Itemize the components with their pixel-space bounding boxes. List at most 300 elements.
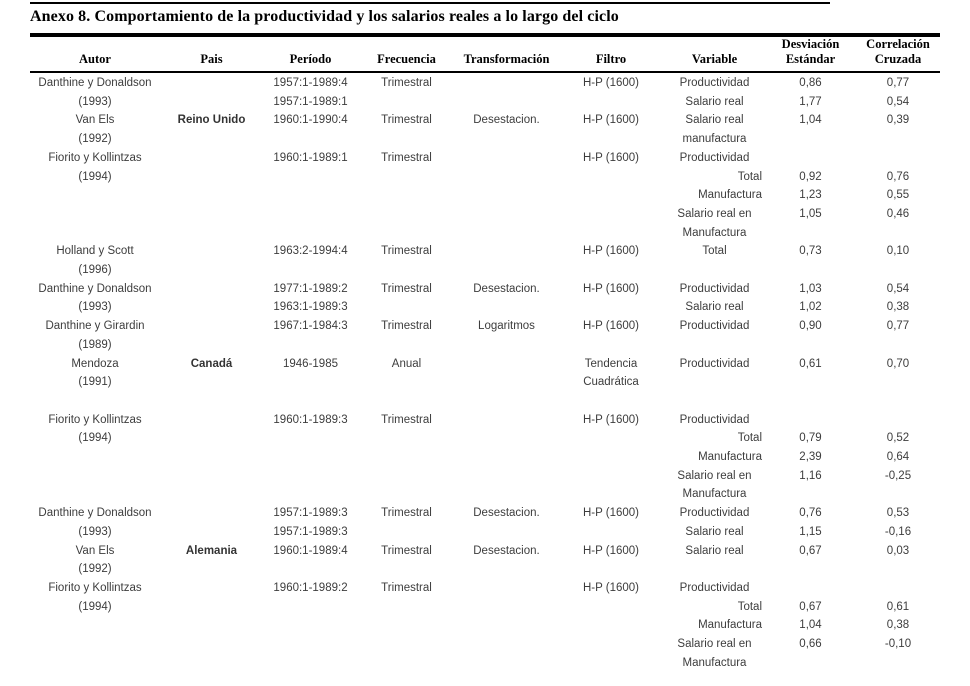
table-row	[30, 168, 940, 187]
cell-frecuencia	[358, 224, 455, 243]
cell-correlacion-cruzada: 0,77	[886, 320, 910, 333]
cell-filtro	[558, 467, 664, 486]
cell-frecuencia	[358, 336, 455, 355]
cell-autor: Danthine y Donaldson	[38, 507, 152, 520]
cell-correlacion-cruzada: 0,39	[886, 114, 910, 127]
cell-periodo	[263, 448, 358, 467]
cell-transformacion	[455, 411, 558, 430]
cell-autor: Van Els	[75, 544, 115, 557]
cell-frecuencia	[358, 205, 455, 224]
cell-periodo	[263, 635, 358, 654]
cell-variable: Manufactura	[698, 189, 762, 202]
cell-pais	[160, 467, 263, 486]
cell-frecuencia	[358, 168, 455, 187]
cell-autor: (1991)	[78, 376, 112, 389]
cell-autor: (1993)	[78, 525, 112, 538]
cell-variable	[664, 336, 765, 355]
cell-correlacion-cruzada	[856, 261, 940, 280]
cell-transformacion	[455, 168, 558, 187]
cell-pais	[160, 635, 263, 654]
cell-frecuencia: Trimestral	[381, 544, 432, 557]
cell-desviacion-estandar: 1,05	[799, 207, 822, 220]
cell-periodo	[263, 130, 358, 149]
cell-frecuencia: Anual	[391, 357, 422, 370]
cell-variable: Productividad	[679, 151, 750, 164]
cell-desviacion-estandar	[765, 560, 856, 579]
cell-autor: Danthine y Girardin	[45, 320, 145, 333]
cell-pais	[160, 261, 263, 280]
cell-pais	[160, 579, 263, 598]
cell-periodo: 1946-1985	[283, 357, 338, 370]
cell-periodo: 1977:1-1989:2	[273, 282, 348, 295]
cell-periodo	[263, 392, 358, 411]
cell-correlacion-cruzada: 0,61	[886, 600, 910, 613]
cell-filtro: H-P (1600)	[582, 282, 640, 295]
cell-filtro	[558, 485, 664, 504]
cell-pais: Canadá	[190, 357, 233, 370]
cell-correlacion-cruzada	[856, 392, 940, 411]
cell-filtro: H-P (1600)	[582, 581, 640, 594]
table-row	[30, 579, 940, 598]
cell-autor: Van Els	[75, 114, 115, 127]
cell-filtro	[558, 560, 664, 579]
cell-periodo: 1963:2-1994:4	[273, 245, 348, 258]
cell-pais	[160, 205, 263, 224]
cell-frecuencia: Trimestral	[381, 413, 432, 426]
cell-periodo	[263, 224, 358, 243]
header-desviacion-estandar	[765, 37, 856, 72]
cell-transformacion: Desestacion.	[473, 507, 540, 520]
cell-variable: Salario real	[685, 544, 744, 557]
table-row	[30, 336, 940, 355]
cell-autor	[30, 485, 160, 504]
cell-desviacion-estandar	[765, 579, 856, 598]
cell-autor: (1994)	[78, 170, 112, 183]
cell-correlacion-cruzada: 0,46	[886, 207, 910, 220]
cell-correlacion-cruzada: 0,76	[886, 170, 910, 183]
cell-pais	[160, 392, 263, 411]
cell-autor	[30, 654, 160, 673]
cell-correlacion-cruzada	[856, 149, 940, 168]
cell-frecuencia	[358, 373, 455, 392]
cell-pais	[160, 242, 263, 261]
cell-correlacion-cruzada	[856, 579, 940, 598]
cell-pais	[160, 598, 263, 617]
cell-pais	[160, 485, 263, 504]
cell-transformacion: Desestacion.	[473, 282, 540, 295]
cell-correlacion-cruzada: 0,38	[886, 301, 910, 314]
table-row	[30, 224, 940, 243]
table-row	[30, 130, 940, 149]
cell-variable: Salario real	[685, 301, 744, 314]
table-row	[30, 298, 940, 317]
cell-desviacion-estandar: 1,04	[799, 619, 822, 632]
cell-desviacion-estandar: 0,66	[799, 638, 822, 651]
table-row	[30, 355, 940, 374]
cell-pais: Reino Unido	[177, 114, 246, 127]
cell-filtro	[558, 429, 664, 448]
cell-variable: Salario real en	[677, 207, 752, 220]
cell-autor: (1994)	[78, 432, 112, 445]
cell-frecuencia	[358, 654, 455, 673]
cell-periodo	[263, 616, 358, 635]
cell-frecuencia: Trimestral	[381, 507, 432, 520]
table-row	[30, 635, 940, 654]
cell-correlacion-cruzada	[856, 224, 940, 243]
cell-transformacion	[455, 654, 558, 673]
cell-autor: (1992)	[78, 133, 112, 146]
cell-variable: Productividad	[679, 282, 750, 295]
cell-transformacion	[455, 186, 558, 205]
cell-filtro	[558, 130, 664, 149]
cell-pais	[160, 560, 263, 579]
table-row	[30, 317, 940, 336]
cell-correlacion-cruzada: 0,54	[886, 95, 910, 108]
cell-variable: Salario real en	[677, 638, 752, 651]
cell-desviacion-estandar: 1,23	[799, 189, 822, 202]
cell-pais	[160, 373, 263, 392]
cell-desviacion-estandar	[765, 654, 856, 673]
cell-filtro: H-P (1600)	[582, 544, 640, 557]
cell-autor	[30, 186, 160, 205]
cell-frecuencia: Trimestral	[381, 320, 432, 333]
table-row	[30, 280, 940, 299]
cell-autor: Danthine y Donaldson	[38, 282, 152, 295]
cell-periodo	[263, 654, 358, 673]
cell-periodo: 1957:1-1989:4	[273, 77, 348, 89]
cell-filtro	[558, 598, 664, 617]
cell-autor: (1993)	[78, 301, 112, 314]
cell-correlacion-cruzada: 0,64	[886, 451, 910, 464]
cell-filtro	[558, 616, 664, 635]
cell-frecuencia	[358, 467, 455, 486]
cell-variable: Manufactura	[682, 226, 747, 239]
cell-pais	[160, 616, 263, 635]
cell-transformacion	[455, 149, 558, 168]
cell-filtro	[558, 523, 664, 542]
cell-desviacion-estandar	[765, 373, 856, 392]
cell-desviacion-estandar	[765, 149, 856, 168]
cell-transformacion	[455, 616, 558, 635]
table-row	[30, 392, 940, 411]
cell-desviacion-estandar: 1,16	[799, 469, 822, 482]
cell-transformacion	[455, 93, 558, 112]
cell-desviacion-estandar	[765, 411, 856, 430]
cell-desviacion-estandar: 0,73	[799, 245, 822, 258]
cell-correlacion-cruzada	[856, 411, 940, 430]
cell-variable: Productividad	[679, 357, 750, 370]
cell-pais	[160, 130, 263, 149]
header-autor: Autor	[30, 37, 160, 72]
cell-periodo	[263, 168, 358, 187]
cell-variable	[664, 392, 765, 411]
cell-periodo	[263, 186, 358, 205]
cell-transformacion	[455, 336, 558, 355]
cell-transformacion	[455, 598, 558, 617]
cell-frecuencia	[358, 598, 455, 617]
cell-desviacion-estandar	[765, 130, 856, 149]
cell-correlacion-cruzada: 0,52	[886, 432, 910, 445]
header-periodo: Período	[263, 37, 358, 72]
cell-filtro: Cuadrática	[583, 376, 639, 389]
cell-filtro: H-P (1600)	[582, 245, 640, 258]
cell-variable	[664, 373, 765, 392]
cell-desviacion-estandar	[765, 336, 856, 355]
cell-variable: Manufactura	[698, 451, 762, 464]
cell-frecuencia	[358, 560, 455, 579]
cell-desviacion-estandar: 0,86	[799, 77, 822, 89]
cell-desviacion-estandar: 0,61	[799, 357, 822, 370]
cell-desviacion-estandar	[765, 224, 856, 243]
cell-filtro: H-P (1600)	[582, 151, 640, 164]
table-row	[30, 560, 940, 579]
cell-transformacion	[455, 392, 558, 411]
cell-variable: Manufactura	[698, 619, 762, 632]
cell-pais	[160, 93, 263, 112]
page-title: Anexo 8. Comportamiento de la productividad y los salarios reales a lo largo del ciclo	[30, 8, 619, 25]
cell-periodo: 1957:1-1989:3	[273, 507, 348, 520]
table-row	[30, 261, 940, 280]
cell-autor	[30, 616, 160, 635]
cell-variable: Salario real	[685, 525, 744, 538]
table-header	[30, 37, 940, 72]
cell-periodo: 1957:1-1989:3	[273, 525, 348, 538]
table-row	[30, 149, 940, 168]
cell-frecuencia: Trimestral	[381, 245, 432, 258]
cell-periodo	[263, 429, 358, 448]
cell-correlacion-cruzada: 0,55	[886, 189, 910, 202]
data-table	[30, 37, 940, 672]
cell-transformacion	[455, 130, 558, 149]
cell-filtro	[558, 635, 664, 654]
cell-correlacion-cruzada	[856, 485, 940, 504]
cell-variable: Productividad	[679, 581, 750, 594]
cell-pais	[160, 411, 263, 430]
cell-correlacion-cruzada: 0,70	[886, 357, 910, 370]
cell-desviacion-estandar: 0,67	[799, 544, 822, 557]
cell-periodo: 1960:1-1989:2	[273, 581, 348, 594]
cell-frecuencia	[358, 429, 455, 448]
cell-pais	[160, 298, 263, 317]
table-row	[30, 654, 940, 673]
cell-frecuencia	[358, 448, 455, 467]
cell-frecuencia	[358, 635, 455, 654]
table-row	[30, 598, 940, 617]
header-frecuencia: Frecuencia	[358, 37, 455, 72]
cell-pais	[160, 336, 263, 355]
cell-autor	[30, 635, 160, 654]
header-desviacion-line1: Desviación	[781, 37, 840, 51]
cell-periodo	[263, 261, 358, 280]
cell-correlacion-cruzada	[856, 336, 940, 355]
cell-variable: Productividad	[679, 413, 750, 426]
cell-transformacion	[455, 448, 558, 467]
cell-correlacion-cruzada	[856, 560, 940, 579]
cell-pais: Alemania	[185, 544, 238, 557]
cell-autor	[30, 224, 160, 243]
cell-autor	[30, 392, 160, 411]
cell-correlacion-cruzada	[856, 654, 940, 673]
cell-pais	[160, 654, 263, 673]
cell-frecuencia	[358, 261, 455, 280]
cell-desviacion-estandar	[765, 392, 856, 411]
cell-transformacion	[455, 579, 558, 598]
cell-variable: Productividad	[679, 507, 750, 520]
cell-transformacion	[455, 467, 558, 486]
cell-transformacion: Logaritmos	[478, 320, 535, 333]
table-row	[30, 111, 940, 130]
cell-desviacion-estandar: 2,39	[799, 451, 822, 464]
table-row	[30, 504, 940, 523]
cell-periodo: 1963:1-1989:3	[273, 301, 348, 314]
cell-variable: Productividad	[679, 77, 750, 89]
cell-autor: (1992)	[78, 563, 112, 576]
cell-frecuencia: Trimestral	[381, 114, 432, 127]
header-desviacion-line2: Estándar	[785, 52, 836, 66]
cell-desviacion-estandar: 0,76	[799, 507, 822, 520]
header-filtro: Filtro	[558, 37, 664, 72]
cell-filtro	[558, 224, 664, 243]
cell-correlacion-cruzada	[856, 373, 940, 392]
table-row	[30, 205, 940, 224]
cell-periodo	[263, 467, 358, 486]
cell-correlacion-cruzada: -0,16	[884, 525, 912, 538]
cell-frecuencia	[358, 93, 455, 112]
cell-frecuencia	[358, 392, 455, 411]
cell-frecuencia: Trimestral	[381, 151, 432, 164]
cell-filtro: H-P (1600)	[582, 77, 640, 89]
cell-variable: Manufactura	[682, 656, 747, 669]
header-correlacion-line2: Cruzada	[874, 52, 922, 66]
cell-desviacion-estandar: 0,92	[799, 170, 822, 183]
cell-periodo	[263, 560, 358, 579]
cell-frecuencia	[358, 130, 455, 149]
cell-autor	[30, 205, 160, 224]
cell-periodo: 1957:1-1989:1	[273, 95, 348, 108]
cell-transformacion	[455, 523, 558, 542]
cell-autor: Holland y Scott	[56, 245, 134, 258]
cell-filtro	[558, 93, 664, 112]
table-row	[30, 467, 940, 486]
cell-desviacion-estandar: 0,79	[799, 432, 822, 445]
table-row	[30, 542, 940, 561]
cell-transformacion: Desestacion.	[473, 544, 540, 557]
cell-frecuencia: Trimestral	[381, 581, 432, 594]
cell-variable: Salario real	[685, 114, 744, 127]
header-row	[30, 37, 940, 72]
cell-filtro	[558, 654, 664, 673]
cell-autor: (1993)	[78, 95, 112, 108]
cell-periodo: 1960:1-1989:3	[273, 413, 348, 426]
cell-variable: Salario real en	[677, 469, 752, 482]
table-row	[30, 186, 940, 205]
cell-filtro: Tendencia	[584, 357, 638, 370]
cell-periodo: 1960:1-1990:4	[273, 114, 348, 127]
cell-pais	[160, 224, 263, 243]
cell-desviacion-estandar	[765, 261, 856, 280]
cell-variable: manufactura	[682, 133, 747, 146]
cell-transformacion	[455, 205, 558, 224]
table-row	[30, 373, 940, 392]
cell-correlacion-cruzada: 0,77	[886, 77, 910, 89]
top-rule	[30, 2, 830, 4]
table-row	[30, 429, 940, 448]
cell-pais	[160, 429, 263, 448]
cell-desviacion-estandar	[765, 485, 856, 504]
cell-filtro: H-P (1600)	[582, 320, 640, 333]
cell-transformacion	[455, 242, 558, 261]
cell-pais	[160, 448, 263, 467]
header-transformacion: Transformación	[455, 37, 558, 72]
cell-autor: Fiorito y Kollintzas	[48, 151, 142, 164]
cell-periodo: 1967:1-1984:3	[273, 320, 348, 333]
header-correlacion-cruzada	[856, 37, 940, 72]
cell-autor: Fiorito y Kollintzas	[48, 581, 142, 594]
cell-correlacion-cruzada: 0,53	[886, 507, 910, 520]
table-body	[30, 72, 940, 672]
cell-transformacion	[455, 635, 558, 654]
cell-transformacion	[455, 72, 558, 93]
cell-variable: Productividad	[679, 320, 750, 333]
cell-autor: Mendoza	[71, 357, 119, 370]
cell-transformacion	[455, 560, 558, 579]
cell-periodo: 1960:1-1989:4	[273, 544, 348, 557]
cell-frecuencia: Trimestral	[381, 282, 432, 295]
cell-filtro	[558, 448, 664, 467]
cell-periodo	[263, 205, 358, 224]
header-pais: Pais	[160, 37, 263, 72]
cell-frecuencia	[358, 523, 455, 542]
cell-frecuencia	[358, 186, 455, 205]
cell-filtro: H-P (1600)	[582, 413, 640, 426]
header-correlacion-line1: Correlación	[866, 37, 930, 51]
cell-autor	[30, 448, 160, 467]
cell-transformacion	[455, 485, 558, 504]
cell-pais	[160, 317, 263, 336]
cell-pais	[160, 523, 263, 542]
cell-correlacion-cruzada: 0,03	[886, 544, 910, 557]
cell-correlacion-cruzada	[856, 130, 940, 149]
cell-desviacion-estandar: 1,04	[799, 114, 822, 127]
cell-autor: Fiorito y Kollintzas	[48, 413, 142, 426]
cell-pais	[160, 168, 263, 187]
table-row	[30, 242, 940, 261]
cell-filtro	[558, 205, 664, 224]
cell-filtro: H-P (1600)	[582, 507, 640, 520]
cell-pais	[160, 149, 263, 168]
cell-autor: Danthine y Donaldson	[38, 77, 152, 89]
cell-desviacion-estandar: 0,67	[799, 600, 822, 613]
cell-filtro	[558, 186, 664, 205]
table-row	[30, 93, 940, 112]
cell-pais	[160, 72, 263, 93]
cell-frecuencia	[358, 616, 455, 635]
cell-autor: (1989)	[78, 338, 112, 351]
table-row	[30, 72, 940, 93]
header-variable: Variable	[664, 37, 765, 72]
cell-transformacion	[455, 429, 558, 448]
cell-variable: Salario real	[685, 95, 744, 108]
cell-transformacion	[455, 355, 558, 374]
cell-transformacion	[455, 261, 558, 280]
cell-periodo	[263, 485, 358, 504]
cell-desviacion-estandar: 1,15	[799, 525, 822, 538]
cell-filtro	[558, 261, 664, 280]
cell-variable: Total	[737, 170, 762, 183]
cell-correlacion-cruzada: -0,10	[884, 638, 912, 651]
cell-autor: (1994)	[78, 600, 112, 613]
cell-filtro	[558, 298, 664, 317]
